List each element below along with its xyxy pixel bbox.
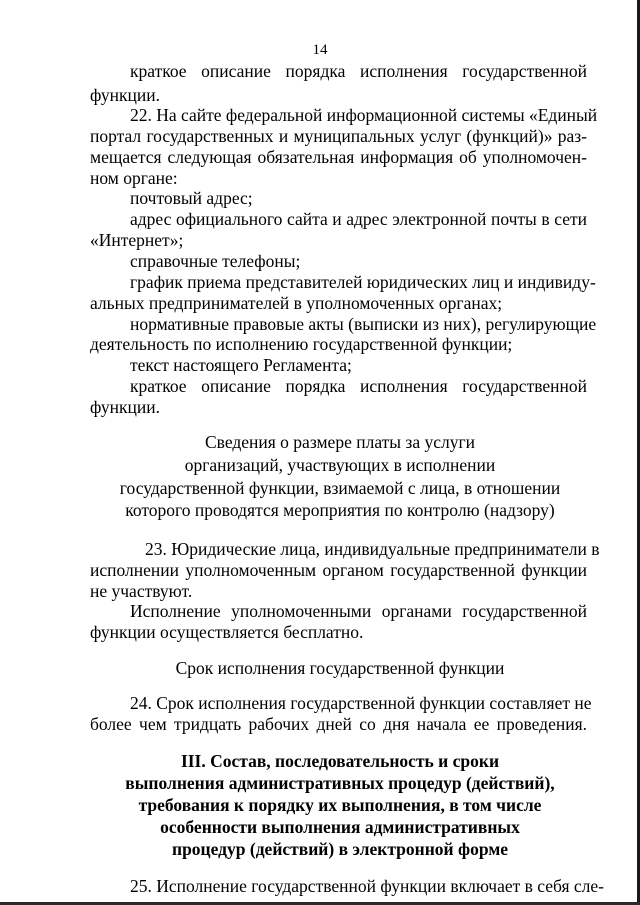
text-line: не участвуют. <box>90 581 193 601</box>
text-line: график приема представителей юридических лиц и индивиду- <box>130 272 596 292</box>
text-line: портал государственных и муниципальных услуг (функций)» раз- <box>90 126 587 146</box>
text-line: функции осуществляется бесплатно. <box>90 622 364 642</box>
text-line: 24. Срок исполнения государственной функции составляет не <box>130 693 592 713</box>
text-line: адрес официального сайта и адрес электронной почты в сети <box>130 209 587 229</box>
chapter-heading-line: выполнения административных процедур (действий), <box>125 773 555 793</box>
text-line: 23. Юридические лица, индивидуальные предприниматели в <box>145 539 600 559</box>
section-heading-line: организаций, участвующих в исполнении <box>184 455 496 475</box>
chapter-heading-line: особенности выполнения административных <box>160 817 520 837</box>
text-line: деятельность по исполнению государственной функции; <box>90 334 513 354</box>
section-heading-line: Срок исполнения государственной функции <box>175 658 505 678</box>
chapter-heading-line: процедур (действий) в электронной форме <box>171 839 509 859</box>
text-line: краткое описание порядка исполнения государственной <box>130 376 587 396</box>
text-line: исполнении уполномоченным органом государственной функции <box>90 560 587 580</box>
text-line: ном органе: <box>90 168 178 188</box>
text-line: нормативные правовые акты (выписки из них), регулирующие <box>130 314 597 334</box>
page-number: 14 <box>312 42 328 58</box>
text-line: краткое описание порядка исполнения государственной <box>130 61 587 81</box>
chapter-heading-line: требования к порядку их выполнения, в том числе <box>138 795 542 815</box>
text-line: функции. <box>90 85 160 105</box>
text-line: функции. <box>90 397 160 417</box>
text-line: справочные телефоны; <box>130 251 301 271</box>
text-line: Исполнение уполномоченными органами государственной <box>130 601 587 621</box>
text-line: альных предпринимателей в уполномоченных органах; <box>90 293 503 313</box>
text-line: 25. Исполнение государственной функции включает в себя сле- <box>130 876 605 896</box>
text-line: мещается следующая обязательная информация об уполномочен- <box>90 147 587 167</box>
text-line: «Интернет»; <box>90 230 184 250</box>
text-line: 22. На сайте федеральной информационной системы «Единый <box>130 105 598 125</box>
section-heading-line: государственной функции, взимаемой с лица, в отношении <box>119 478 561 498</box>
chapter-heading-line: III. Состав, последовательность и сроки <box>180 751 500 771</box>
text-line: почтовый адрес; <box>130 188 253 208</box>
text-line: текст настоящего Регламента; <box>130 355 352 375</box>
section-heading-line: которого проводятся мероприятия по контролю (надзору) <box>125 500 555 520</box>
section-heading-line: Сведения о размере платы за услуги <box>204 432 476 452</box>
text-line: более чем тридцать рабочих дней со дня начала ее проведения. <box>90 714 587 734</box>
